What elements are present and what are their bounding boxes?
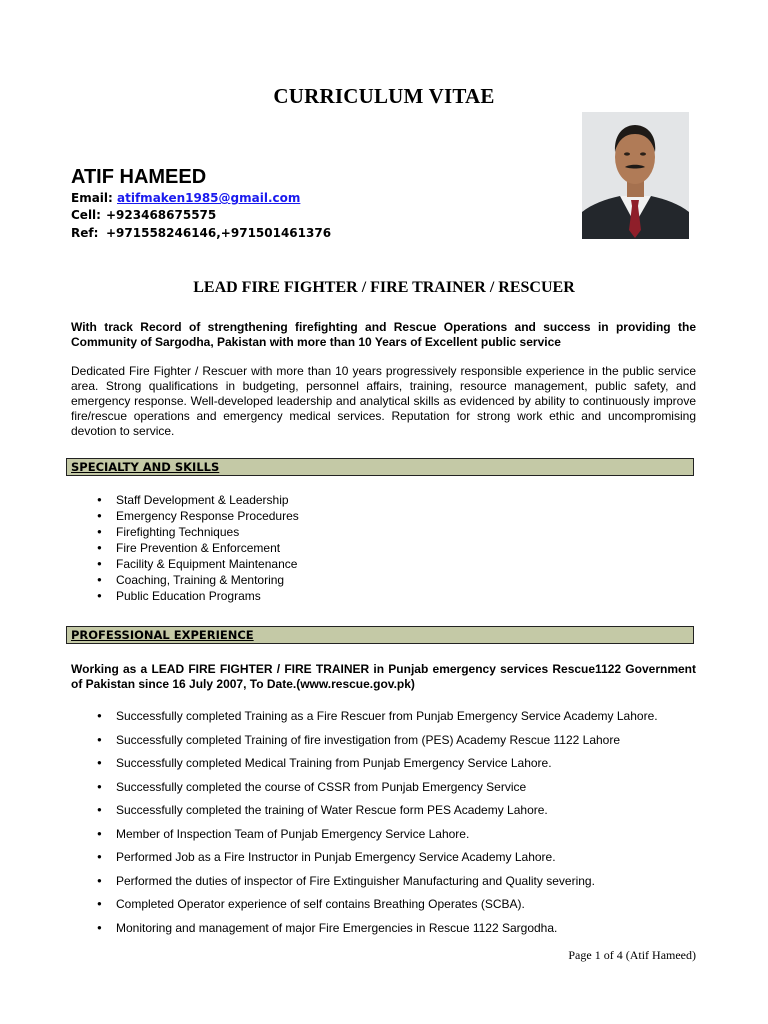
job-headline: LEAD FIRE FIGHTER / FIRE TRAINER / RESCUER	[193, 279, 575, 296]
profile-photo	[582, 112, 689, 239]
list-item: ● Firefighting Techniques	[97, 524, 299, 540]
cell-line	[71, 208, 216, 222]
ref-line	[71, 226, 331, 240]
summary-paragraph: Dedicated Fire Fighter / Rescuer with more than 10 years progressively responsible experience in the public service area. Strong qualifications in budgeting, personnel affairs, training, resource management, public safety, and emergency response. Well-developed leadership and analytical skills as evidenced by ability to continuously improve fire/rescue operations and emergency medical services. Reputation for strong work ethic and uncompromising devotion to service.	[71, 364, 696, 438]
page-footer: Page 1 of 4 (Atif Hameed)	[568, 948, 696, 962]
ref-numbers: +971558246146,+971501461376	[106, 226, 332, 240]
email-line	[71, 191, 300, 205]
list-item: ● Successfully completed Medical Training from Punjab Emergency Service Lahore.	[97, 755, 658, 779]
experience-intro: Working as a LEAD FIRE FIGHTER / FIRE TRAINER in Punjab emergency services Rescue1122 Government of Pakistan since 16 July 2007, To Date.(www.rescue.gov.pk)	[71, 662, 696, 691]
list-item: ● Member of Inspection Team of Punjab Emergency Service Lahore.	[97, 826, 658, 850]
experience-list	[97, 708, 658, 943]
cell-number: +923468675575	[106, 208, 217, 222]
list-item: ● Monitoring and management of major Fire Emergencies in Rescue 1122 Sargodha.	[97, 920, 658, 944]
document-title: CURRICULUM VITAE	[273, 84, 495, 108]
list-item: ● Successfully completed Training as a Fire Rescuer from Punjab Emergency Service Academy Lahore.	[97, 708, 658, 732]
list-item: ● Staff Development & Leadership	[97, 492, 299, 508]
experience-section-title: PROFESSIONAL EXPERIENCE	[71, 628, 254, 642]
list-item: ● Successfully completed the training of Water Rescue form PES Academy Lahore.	[97, 802, 658, 826]
list-item: ● Successfully completed Training of fire investigation from (PES) Academy Rescue 1122 Lahore	[97, 732, 658, 756]
skills-list	[97, 492, 299, 604]
cell-label: Cell:	[71, 208, 101, 222]
candidate-name: ATIF HAMEED	[71, 166, 207, 188]
list-item: ● Facility & Equipment Maintenance	[97, 556, 299, 572]
skills-section-title: SPECIALTY AND SKILLS	[71, 460, 220, 474]
list-item: ● Successfully completed the course of CSSR from Punjab Emergency Service	[97, 779, 658, 803]
list-item: ● Performed the duties of inspector of Fire Extinguisher Manufacturing and Quality severing.	[97, 873, 658, 897]
email-link[interactable]: atifmaken1985@gmail.com	[117, 191, 301, 205]
list-item: ● Coaching, Training & Mentoring	[97, 572, 299, 588]
list-item: ● Performed Job as a Fire Instructor in Punjab Emergency Service Academy Lahore.	[97, 849, 658, 873]
list-item: ● Completed Operator experience of self contains Breathing Operates (SCBA).	[97, 896, 658, 920]
email-label: Email:	[71, 191, 113, 205]
skills-section-header	[66, 458, 694, 476]
list-item: ● Emergency Response Procedures	[97, 508, 299, 524]
experience-section-header	[66, 626, 694, 644]
ref-label: Ref:	[71, 226, 99, 240]
list-item: ● Public Education Programs	[97, 588, 299, 604]
list-item: ● Fire Prevention & Enforcement	[97, 540, 299, 556]
summary-highlight: With track Record of strengthening firefighting and Rescue Operations and success in providing the Community of Sargodha, Pakistan with more than 10 Years of Excellent public service	[71, 320, 696, 349]
